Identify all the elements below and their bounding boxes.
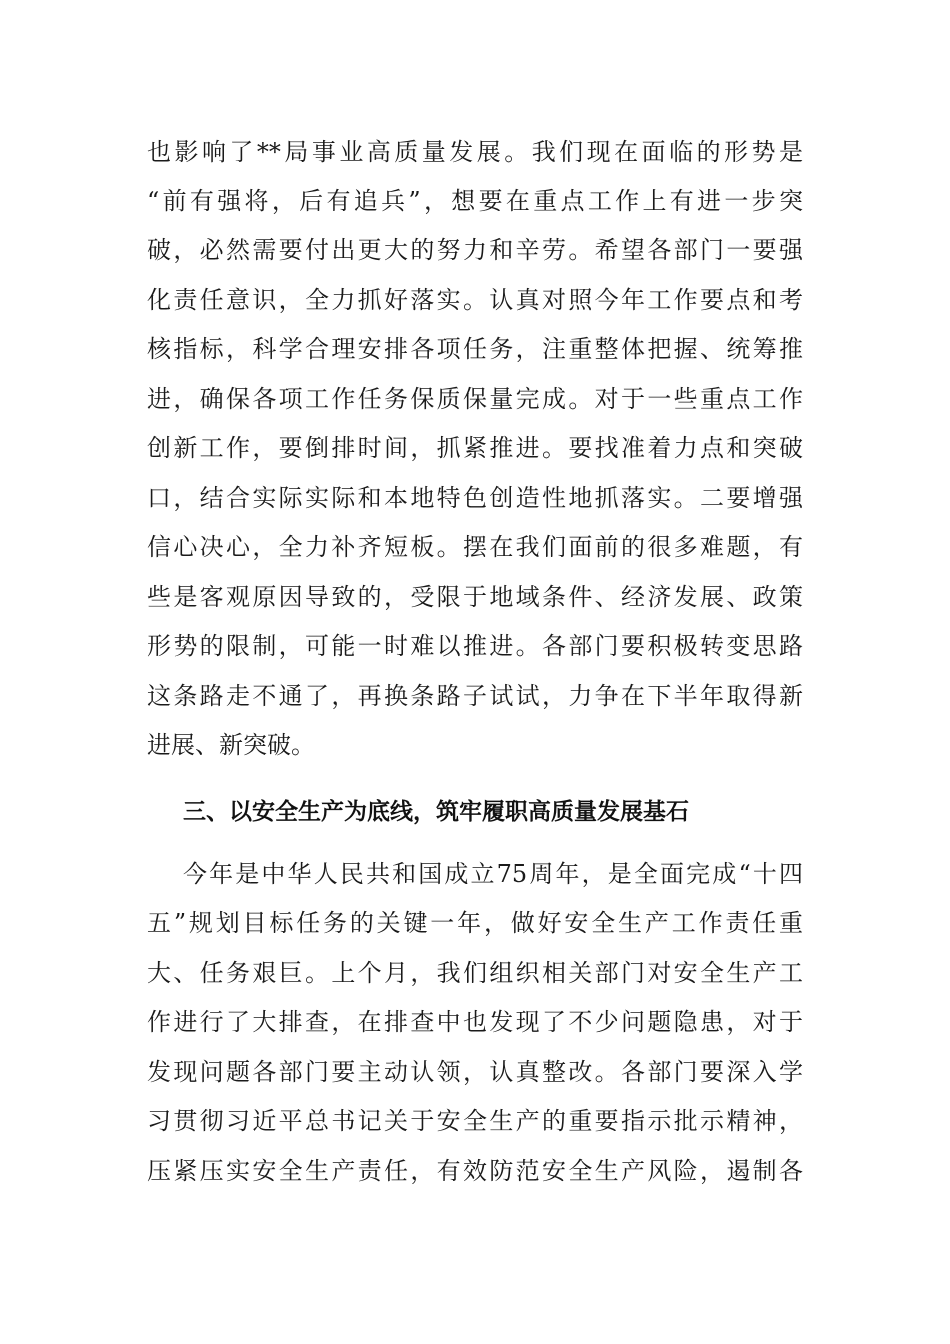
paragraph-line: 发现问题各部门要主动认领，认真整改。各部门要深入学 [147, 1058, 803, 1086]
paragraph-line: 信心决心，全力补齐短板。摆在我们面前的很多难题，有 [147, 533, 803, 561]
paragraph-line: 核指标，科学合理安排各项任务，注重整体把握、统筹推 [147, 335, 803, 363]
section-heading: 三、以安全生产为底线，筑牢履职高质量发展基石 [183, 799, 689, 825]
paragraph-line: 创新工作，要倒排时间，抓紧推进。要找准着力点和突破 [147, 434, 803, 462]
paragraph-line: 今年是中华人民共和国成立75周年，是全面完成“十四 [183, 860, 803, 888]
paragraph-line: 形势的限制，可能一时难以推进。各部门要积极转变思路 [147, 632, 803, 660]
paragraph-line: 进，确保各项工作任务保质保量完成。对于一些重点工作 [147, 385, 803, 413]
paragraph-line: 口，结合实际实际和本地特色创造性地抓落实。二要增强 [147, 484, 803, 512]
paragraph-line: 五”规划目标任务的关键一年，做好安全生产工作责任重 [147, 909, 803, 937]
paragraph-line: 进展、新突破。 [147, 731, 315, 759]
paragraph-line: 习贯彻习近平总书记关于安全生产的重要指示批示精神， [147, 1107, 803, 1135]
paragraph-line: 大、任务艰巨。上个月，我们组织相关部门对安全生产工 [147, 959, 803, 987]
paragraph-line: 化责任意识，全力抓好落实。认真对照今年工作要点和考 [147, 286, 803, 314]
paragraph-line: 破，必然需要付出更大的努力和辛劳。希望各部门一要强 [147, 236, 803, 264]
paragraph-line: 些是客观原因导致的，受限于地域条件、经济发展、政策 [147, 583, 803, 611]
paragraph-line: “前有强将，后有追兵”，想要在重点工作上有进一步突 [147, 187, 803, 215]
paragraph-line: 这条路走不通了，再换条路子试试，力争在下半年取得新 [147, 682, 803, 710]
paragraph-line: 作进行了大排查，在排查中也发现了不少问题隐患，对于 [147, 1008, 803, 1036]
paragraph-line: 压紧压实安全生产责任，有效防范安全生产风险，遏制各 [147, 1157, 803, 1185]
paragraph-line: 也影响了**局事业高质量发展。我们现在面临的形势是 [147, 138, 803, 166]
